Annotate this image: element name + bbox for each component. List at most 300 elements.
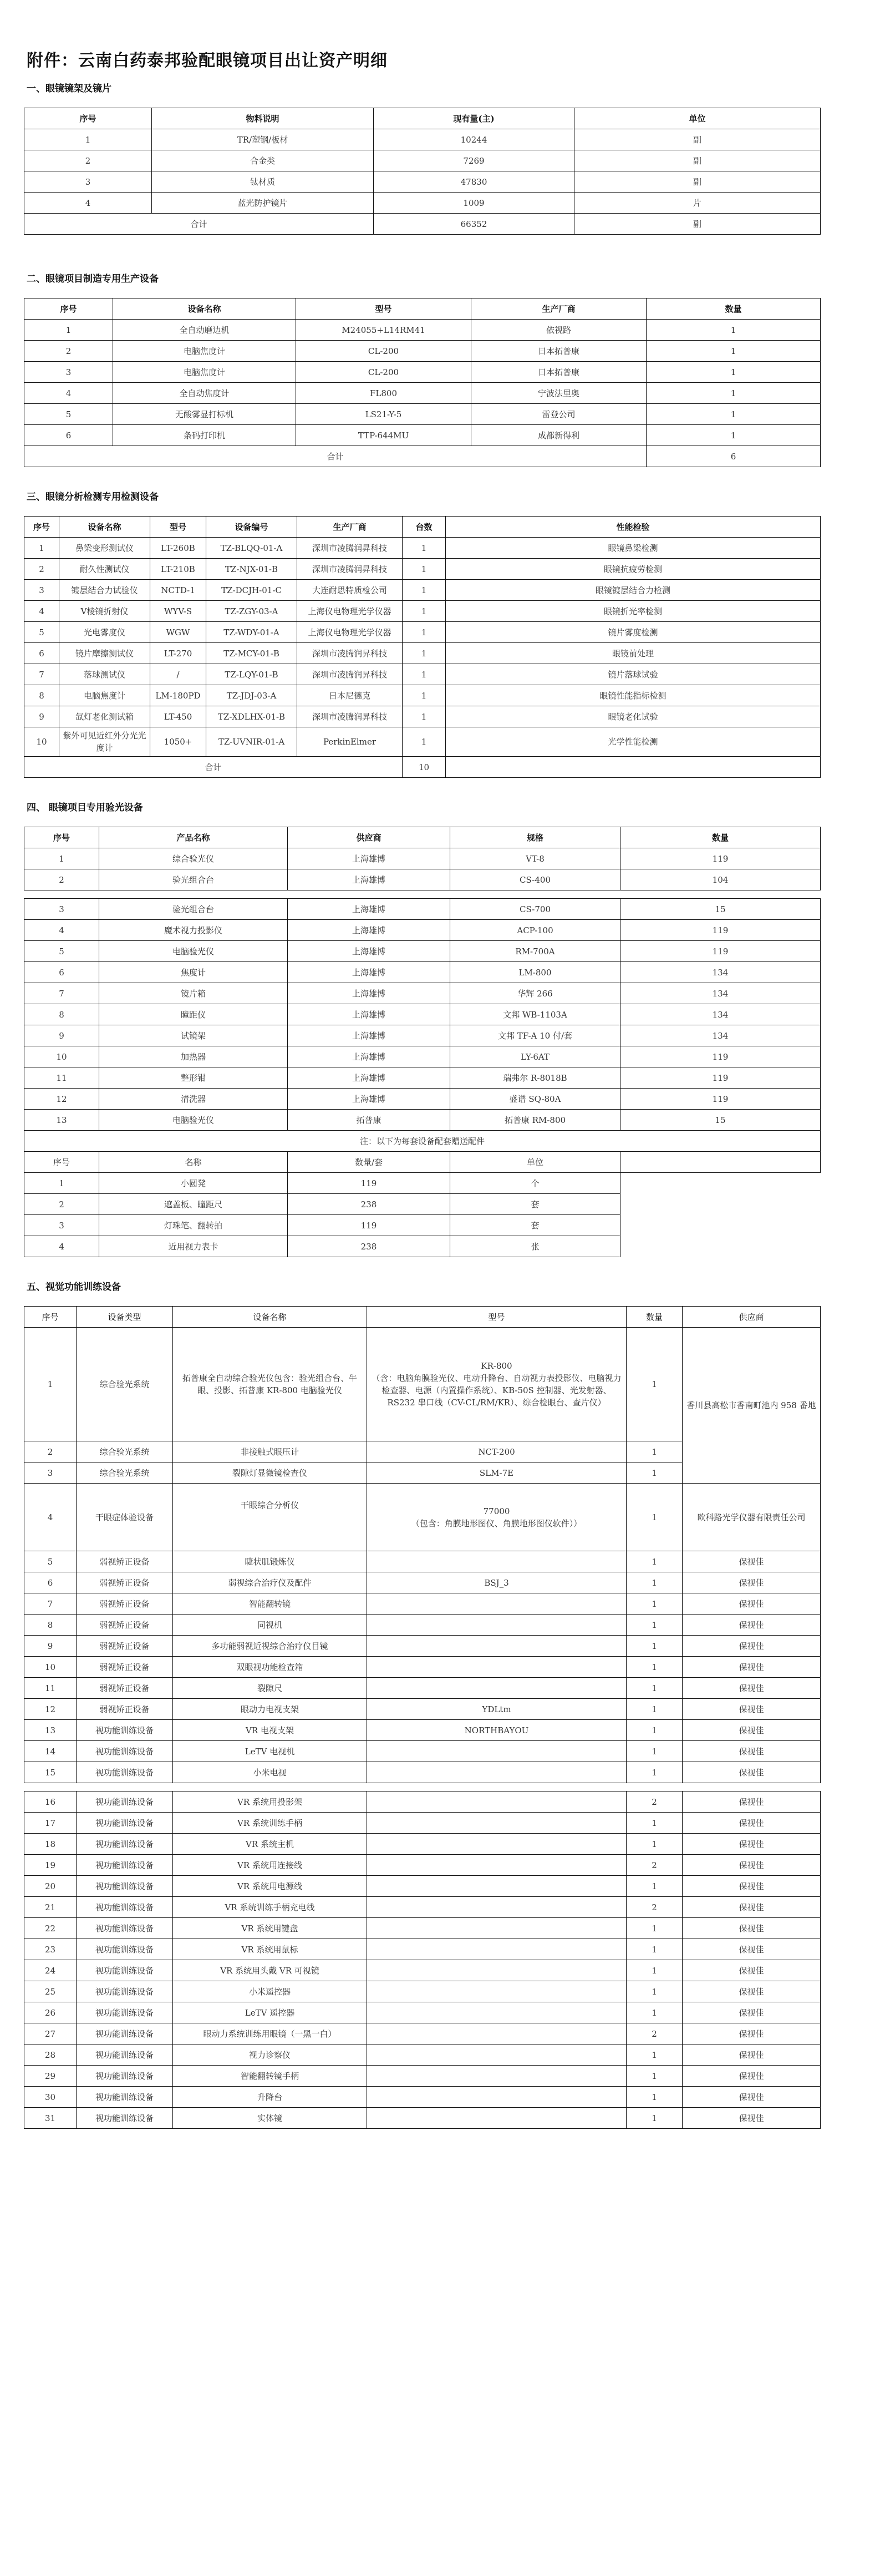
table-cell: 保视佳 bbox=[683, 1897, 821, 1918]
table-cell: 深圳市凌腾润昇科技 bbox=[297, 664, 403, 685]
section5-table-part2 bbox=[24, 1791, 821, 2129]
table-row bbox=[24, 1762, 821, 1783]
table-cell bbox=[367, 2002, 627, 2023]
table-cell bbox=[367, 1678, 627, 1699]
table-cell: 10 bbox=[24, 727, 59, 757]
table-cell bbox=[367, 1960, 627, 1981]
table-cell: 15 bbox=[620, 899, 821, 920]
table-cell: 1 bbox=[403, 601, 446, 622]
table-cell: 镜片雾度检测 bbox=[446, 622, 821, 643]
table-cell: 1 bbox=[647, 425, 821, 446]
table-cell: 1 bbox=[627, 1678, 683, 1699]
table-cell: 视功能训练设备 bbox=[77, 1834, 173, 1855]
total-unit: 副 bbox=[574, 214, 821, 235]
table-cell: 镜片摩擦测试仪 bbox=[59, 643, 150, 664]
table-cell: 1 bbox=[627, 1876, 683, 1897]
total-label: 合计 bbox=[24, 214, 374, 235]
table-cell: 验光组合台 bbox=[99, 899, 288, 920]
table-cell: 2 bbox=[24, 869, 99, 890]
table-cell: 7269 bbox=[374, 150, 574, 171]
table-cell: LT-450 bbox=[150, 706, 206, 727]
table-row bbox=[24, 601, 821, 622]
cell-no: 4 bbox=[24, 1484, 77, 1551]
header-cell: 产品名称 bbox=[99, 827, 288, 848]
table-row bbox=[24, 1004, 821, 1025]
table-cell: 2 bbox=[24, 150, 152, 171]
total-quantity: 66352 bbox=[374, 214, 574, 235]
table-cell: 保视佳 bbox=[683, 2066, 821, 2087]
table-cell: 119 bbox=[288, 1215, 450, 1236]
table-cell: VR 系统用鼠标 bbox=[173, 1939, 367, 1960]
table-cell: 上海雄博 bbox=[288, 920, 450, 941]
table-cell: 实体镜 bbox=[173, 2108, 367, 2129]
header-cell: 型号 bbox=[367, 1307, 627, 1328]
table-row bbox=[24, 685, 821, 706]
table-cell: 保视佳 bbox=[683, 1960, 821, 1981]
table-cell: 47830 bbox=[374, 171, 574, 193]
table-row bbox=[24, 899, 821, 920]
table-cell: 119 bbox=[620, 920, 821, 941]
table-cell: 视功能训练设备 bbox=[77, 2108, 173, 2129]
table-cell: 裂隙尺 bbox=[173, 1678, 367, 1699]
table-cell: 3 bbox=[24, 171, 152, 193]
header-cell: 单位 bbox=[574, 108, 821, 129]
table-cell: 1 bbox=[627, 1981, 683, 2002]
table-cell: 保视佳 bbox=[683, 1876, 821, 1897]
table-cell bbox=[367, 1791, 627, 1813]
table-cell: 4 bbox=[24, 601, 59, 622]
table-cell: 1 bbox=[627, 1741, 683, 1762]
table-cell: 上海雄博 bbox=[288, 899, 450, 920]
table-cell: CS-700 bbox=[450, 899, 620, 920]
table-cell bbox=[367, 1657, 627, 1678]
table-cell: 1 bbox=[403, 559, 446, 580]
table-cell: 智能翻转镜手柄 bbox=[173, 2066, 367, 2087]
table-cell: 上海雄博 bbox=[288, 1046, 450, 1067]
table-row bbox=[24, 1834, 821, 1855]
table-cell: 加热器 bbox=[99, 1046, 288, 1067]
table-cell: 134 bbox=[620, 983, 821, 1004]
table-cell bbox=[367, 1897, 627, 1918]
total-quantity: 10 bbox=[403, 757, 446, 778]
document-title: 附件：云南白药泰邦验配眼镜项目出让资产明细 bbox=[27, 51, 388, 70]
table-row bbox=[24, 383, 821, 404]
table-cell: 1 bbox=[647, 383, 821, 404]
table-cell: 日本尼德克 bbox=[297, 685, 403, 706]
table-cell bbox=[367, 1876, 627, 1897]
table-cell: 视功能训练设备 bbox=[77, 2002, 173, 2023]
table-cell bbox=[367, 1741, 627, 1762]
table-row bbox=[24, 706, 821, 727]
table-cell bbox=[367, 1855, 627, 1876]
table-cell bbox=[367, 1981, 627, 2002]
table-row bbox=[24, 869, 821, 890]
table-cell: 1 bbox=[627, 1699, 683, 1720]
table-cell: 1 bbox=[403, 538, 446, 559]
table-cell: 片 bbox=[574, 193, 821, 214]
header-cell: 设备名称 bbox=[113, 298, 296, 320]
table-row bbox=[24, 1593, 821, 1615]
table-cell: 134 bbox=[620, 1025, 821, 1046]
table-row bbox=[24, 643, 821, 664]
table-row bbox=[24, 1636, 821, 1657]
table-row bbox=[24, 1551, 821, 1572]
table-cell: 全自动磨边机 bbox=[113, 320, 296, 341]
table-cell: 7 bbox=[24, 664, 59, 685]
table-row bbox=[24, 404, 821, 425]
table-cell: 个 bbox=[450, 1173, 620, 1194]
table-cell: 1 bbox=[627, 1657, 683, 1678]
table-cell: 1 bbox=[24, 320, 113, 341]
header-cell: 单位 bbox=[450, 1152, 620, 1173]
table-cell: 8 bbox=[24, 1004, 99, 1025]
table-cell: 电脑焦度计 bbox=[59, 685, 150, 706]
table-cell: 12 bbox=[24, 1699, 77, 1720]
table-cell: 8 bbox=[24, 1615, 77, 1636]
table-cell: 1 bbox=[403, 706, 446, 727]
table-cell: 1 bbox=[403, 580, 446, 601]
table-cell: 小米遥控器 bbox=[173, 1981, 367, 2002]
cell-model bbox=[367, 1328, 627, 1441]
header-cell: 供应商 bbox=[288, 827, 450, 848]
table-cell: LT-260B bbox=[150, 538, 206, 559]
table-cell: 238 bbox=[288, 1236, 450, 1257]
table-cell: 保视佳 bbox=[683, 1762, 821, 1783]
table-cell: 副 bbox=[574, 171, 821, 193]
table-cell: 1 bbox=[627, 1762, 683, 1783]
table-cell: 瞳距仪 bbox=[99, 1004, 288, 1025]
section4-table-part2 bbox=[24, 898, 821, 1257]
table-cell: 4 bbox=[24, 920, 99, 941]
table-cell: 弱视矫正设备 bbox=[77, 1657, 173, 1678]
table-cell: 全自动焦度计 bbox=[113, 383, 296, 404]
table-cell: 134 bbox=[620, 1004, 821, 1025]
total-empty bbox=[446, 757, 821, 778]
header-cell: 数量 bbox=[620, 827, 821, 848]
section2-title: 二、眼镜项目制造专用生产设备 bbox=[27, 274, 159, 285]
table-cell: 眼镜老化试验 bbox=[446, 706, 821, 727]
header-cell: 型号 bbox=[150, 517, 206, 538]
table-row bbox=[24, 2087, 821, 2108]
table-cell: 眼镜镀层结合力检测 bbox=[446, 580, 821, 601]
table-cell: 27 bbox=[24, 2023, 77, 2044]
table-cell: 1 bbox=[627, 1636, 683, 1657]
table-cell: TZ-UVNIR-01-A bbox=[206, 727, 297, 757]
table-cell: 保视佳 bbox=[683, 2087, 821, 2108]
table-cell: TZ-MCY-01-B bbox=[206, 643, 297, 664]
table-row bbox=[24, 1572, 821, 1593]
table-cell: LM-180PD bbox=[150, 685, 206, 706]
table-cell: 1 bbox=[627, 1615, 683, 1636]
table-cell: 22 bbox=[24, 1918, 77, 1939]
table-cell: LY-6AT bbox=[450, 1046, 620, 1067]
section1-total-row bbox=[24, 214, 821, 235]
table-cell: 瑞弗尔 R-8018B bbox=[450, 1067, 620, 1089]
table-cell: TZ-NJX-01-B bbox=[206, 559, 297, 580]
table-cell: 条码打印机 bbox=[113, 425, 296, 446]
table-row bbox=[24, 1025, 821, 1046]
table-cell: 上海仪电物理光学仪器 bbox=[297, 601, 403, 622]
table-cell: TZ-ZGY-03-A bbox=[206, 601, 297, 622]
header-cell: 生产厂商 bbox=[471, 298, 647, 320]
table-cell: 电脑验光仪 bbox=[99, 941, 288, 962]
table-cell: V棱镜折射仪 bbox=[59, 601, 150, 622]
table-cell: 保视佳 bbox=[683, 1593, 821, 1615]
table-cell: 1 bbox=[627, 1939, 683, 1960]
table-cell: 综合验光仪 bbox=[99, 848, 288, 869]
model-title: KR-800 bbox=[481, 1361, 512, 1371]
table-cell: 张 bbox=[450, 1236, 620, 1257]
table-row bbox=[24, 1939, 821, 1960]
table-row bbox=[24, 1960, 821, 1981]
table-cell: 10244 bbox=[374, 129, 574, 150]
table-cell: 视功能训练设备 bbox=[77, 2087, 173, 2108]
table-cell: 弱视矫正设备 bbox=[77, 1551, 173, 1572]
table-cell: 上海雄博 bbox=[288, 848, 450, 869]
section5-header-row bbox=[24, 1307, 821, 1328]
table-cell: 视功能训练设备 bbox=[77, 1897, 173, 1918]
table-cell: 耐久性测试仪 bbox=[59, 559, 150, 580]
table-cell: 30 bbox=[24, 2087, 77, 2108]
table-cell: 保视佳 bbox=[683, 1720, 821, 1741]
table-cell: 4 bbox=[24, 383, 113, 404]
table-cell: 眼镜抗疲劳检测 bbox=[446, 559, 821, 580]
table-cell: 成都新得利 bbox=[471, 425, 647, 446]
table-cell: 1 bbox=[627, 2002, 683, 2023]
table-row bbox=[24, 1215, 821, 1236]
table-cell: 视功能训练设备 bbox=[77, 1741, 173, 1762]
header-cell: 现有量(主) bbox=[374, 108, 574, 129]
table-cell: 近用视力表卡 bbox=[99, 1236, 288, 1257]
table-cell: 视功能训练设备 bbox=[77, 1939, 173, 1960]
header-cell: 供应商 bbox=[683, 1307, 821, 1328]
table-cell: 1 bbox=[647, 362, 821, 383]
cell-type: 综合验光系统 bbox=[77, 1328, 173, 1441]
table-cell: 1 bbox=[627, 2087, 683, 2108]
table-cell: 3 bbox=[24, 1215, 99, 1236]
table-row bbox=[24, 425, 821, 446]
table-cell: 光电雾度仪 bbox=[59, 622, 150, 643]
table-cell: 上海雄博 bbox=[288, 1004, 450, 1025]
total-label: 合计 bbox=[24, 757, 403, 778]
table-cell: 134 bbox=[620, 962, 821, 983]
table-cell: 视功能训练设备 bbox=[77, 1981, 173, 2002]
table-row bbox=[24, 1110, 821, 1131]
table-cell: LT-210B bbox=[150, 559, 206, 580]
table-row bbox=[24, 1897, 821, 1918]
cell-qty: 1 bbox=[627, 1462, 683, 1484]
table-row bbox=[24, 1981, 821, 2002]
table-cell: 1 bbox=[627, 1551, 683, 1572]
table-cell bbox=[367, 1615, 627, 1636]
cell-type: 综合验光系统 bbox=[77, 1462, 173, 1484]
accessory-note: 注：以下为每套设备配套赠送配件 bbox=[24, 1131, 821, 1152]
table-cell: 上海雄博 bbox=[288, 1025, 450, 1046]
table-cell: 双眼视功能检查箱 bbox=[173, 1657, 367, 1678]
table-row bbox=[24, 320, 821, 341]
table-cell: TTP-644MU bbox=[296, 425, 471, 446]
table-cell: 小米电视 bbox=[173, 1762, 367, 1783]
table-cell: 6 bbox=[24, 643, 59, 664]
header-cell: 规格 bbox=[450, 827, 620, 848]
table-cell: 14 bbox=[24, 1741, 77, 1762]
table-cell: 13 bbox=[24, 1110, 99, 1131]
cell-type: 综合验光系统 bbox=[77, 1441, 173, 1462]
table-cell: 26 bbox=[24, 2002, 77, 2023]
table-cell: 深圳市凌腾润昇科技 bbox=[297, 706, 403, 727]
table-row bbox=[24, 2108, 821, 2129]
cell-qty: 1 bbox=[627, 1484, 683, 1551]
table-cell: 小圆凳 bbox=[99, 1173, 288, 1194]
table-cell: 视功能训练设备 bbox=[77, 2066, 173, 2087]
header-cell: 设备类型 bbox=[77, 1307, 173, 1328]
table-cell: 1009 bbox=[374, 193, 574, 214]
table-row bbox=[24, 150, 821, 171]
table-cell: CL-200 bbox=[296, 362, 471, 383]
table-cell: 拓普康 RM-800 bbox=[450, 1110, 620, 1131]
table-row bbox=[24, 559, 821, 580]
table-cell: YDLtm bbox=[367, 1699, 627, 1720]
table-cell: 1 bbox=[627, 1834, 683, 1855]
table-cell: 视功能训练设备 bbox=[77, 1960, 173, 1981]
table-cell: 合金类 bbox=[152, 150, 374, 171]
table-cell: 视功能训练设备 bbox=[77, 1762, 173, 1783]
table-cell: 2 bbox=[627, 1897, 683, 1918]
table-cell: 雷登公司 bbox=[471, 404, 647, 425]
table-cell: 1 bbox=[24, 538, 59, 559]
table-cell: 1 bbox=[627, 1593, 683, 1615]
table-cell: 119 bbox=[620, 941, 821, 962]
table-cell: 5 bbox=[24, 1551, 77, 1572]
table-cell: 保视佳 bbox=[683, 2023, 821, 2044]
table-cell: 1 bbox=[627, 1572, 683, 1593]
table-cell: 依视路 bbox=[471, 320, 647, 341]
header-cell: 序号 bbox=[24, 1307, 77, 1328]
table-cell: 上海仪电物理光学仪器 bbox=[297, 622, 403, 643]
table-cell bbox=[367, 2044, 627, 2066]
section4-table-part1 bbox=[24, 827, 821, 890]
table-cell: 保视佳 bbox=[683, 1834, 821, 1855]
table-cell: NORTHBAYOU bbox=[367, 1720, 627, 1741]
table-cell: 镜片箱 bbox=[99, 983, 288, 1004]
table-cell: 上海雄博 bbox=[288, 1067, 450, 1089]
table-cell: VR 系统主机 bbox=[173, 1834, 367, 1855]
table-cell: BSJ_3 bbox=[367, 1572, 627, 1593]
table-cell: 智能翻转镜 bbox=[173, 1593, 367, 1615]
cell-name: 非接触式眼压计 bbox=[173, 1441, 367, 1462]
accessory-body bbox=[24, 1173, 821, 1257]
cell-no: 2 bbox=[24, 1441, 77, 1462]
table-row bbox=[24, 941, 821, 962]
total-label: 合计 bbox=[24, 446, 647, 467]
table-cell: 日本拓普康 bbox=[471, 341, 647, 362]
table-cell: 弱视矫正设备 bbox=[77, 1699, 173, 1720]
header-cell: 台数 bbox=[403, 517, 446, 538]
table-cell: 魔术视力投影仪 bbox=[99, 920, 288, 941]
table-cell: 6 bbox=[24, 425, 113, 446]
table-row bbox=[24, 1741, 821, 1762]
table-row bbox=[24, 193, 821, 214]
header-cell: 性能检验 bbox=[446, 517, 821, 538]
table-row bbox=[24, 1855, 821, 1876]
table-cell: VT-8 bbox=[450, 848, 620, 869]
section3-body bbox=[24, 538, 821, 757]
table-cell: 保视佳 bbox=[683, 1741, 821, 1762]
table-cell: 25 bbox=[24, 1981, 77, 2002]
section1-table bbox=[24, 108, 821, 235]
table-cell: 13 bbox=[24, 1720, 77, 1741]
table-cell: 1 bbox=[647, 320, 821, 341]
table-cell: CL-200 bbox=[296, 341, 471, 362]
table-cell: 119 bbox=[620, 1089, 821, 1110]
table-cell: 盛谱 SQ-80A bbox=[450, 1089, 620, 1110]
table-cell: 保视佳 bbox=[683, 1636, 821, 1657]
table-cell: 2 bbox=[627, 1791, 683, 1813]
table-cell: 1 bbox=[627, 2066, 683, 2087]
table-cell: 弱视矫正设备 bbox=[77, 1572, 173, 1593]
table-cell: 深圳市凌腾润昇科技 bbox=[297, 538, 403, 559]
table-cell: VR 系统训练手柄 bbox=[173, 1813, 367, 1834]
table-cell: TZ-XDLHX-01-B bbox=[206, 706, 297, 727]
table-cell: 保视佳 bbox=[683, 2002, 821, 2023]
table-row bbox=[24, 1918, 821, 1939]
table-row bbox=[24, 171, 821, 193]
table-cell: 28 bbox=[24, 2044, 77, 2066]
cell-model bbox=[367, 1484, 627, 1551]
section2-total-row bbox=[24, 446, 821, 467]
table-cell: 弱视矫正设备 bbox=[77, 1593, 173, 1615]
accessory-empty-cell bbox=[620, 1152, 821, 1173]
table-cell: 24 bbox=[24, 1960, 77, 1981]
table-cell: 1 bbox=[403, 664, 446, 685]
table-cell bbox=[367, 1939, 627, 1960]
cell-name: 裂隙灯显微镜检查仪 bbox=[173, 1462, 367, 1484]
table-row bbox=[24, 727, 821, 757]
section3-header-row bbox=[24, 517, 821, 538]
table-row bbox=[24, 962, 821, 983]
table-cell: 上海雄博 bbox=[288, 983, 450, 1004]
table-cell: 1 bbox=[627, 2108, 683, 2129]
accessory-header-row bbox=[24, 1152, 821, 1173]
table-cell: 2 bbox=[627, 1855, 683, 1876]
header-cell: 数量 bbox=[647, 298, 821, 320]
table-cell: 11 bbox=[24, 1678, 77, 1699]
table-cell: 3 bbox=[24, 580, 59, 601]
table-cell: VR 系统训练手柄充电线 bbox=[173, 1897, 367, 1918]
table-row bbox=[24, 983, 821, 1004]
section4-header-row bbox=[24, 827, 821, 848]
table-cell: 3 bbox=[24, 362, 113, 383]
table-cell: 文邦 WB-1103A bbox=[450, 1004, 620, 1025]
table-cell bbox=[367, 1762, 627, 1783]
section1-header-row bbox=[24, 108, 821, 129]
table-cell: 电脑验光仪 bbox=[99, 1110, 288, 1131]
cell-name: 拓普康全自动综合验光仪包含：验光组合台、牛眼、投影、拓普康 KR-800 电脑验光仪 bbox=[173, 1328, 367, 1441]
section5-title: 五、视觉功能训练设备 bbox=[27, 1282, 121, 1293]
header-cell: 数量 bbox=[627, 1307, 683, 1328]
table-cell: 保视佳 bbox=[683, 1855, 821, 1876]
header-cell: 设备编号 bbox=[206, 517, 297, 538]
cell-no: 3 bbox=[24, 1462, 77, 1484]
table-row bbox=[24, 580, 821, 601]
table-cell: TR/塑钢/板材 bbox=[152, 129, 374, 150]
table-row bbox=[24, 1678, 821, 1699]
model-detail: （含：电脑角膜验光仪、电动升降台、自动视力表投影仪、电脑视力检查器、电源（内置操作系统）、KB-50S 控制器、光发射器、RS232 串口线（CV-CL/RM/KR）、综合检眼台、查片仪） bbox=[372, 1373, 622, 1408]
table-cell: 2 bbox=[627, 2023, 683, 2044]
table-cell: 华辉 266 bbox=[450, 983, 620, 1004]
table-cell: 深圳市凌腾润昇科技 bbox=[297, 643, 403, 664]
table-cell: 弱视矫正设备 bbox=[77, 1636, 173, 1657]
